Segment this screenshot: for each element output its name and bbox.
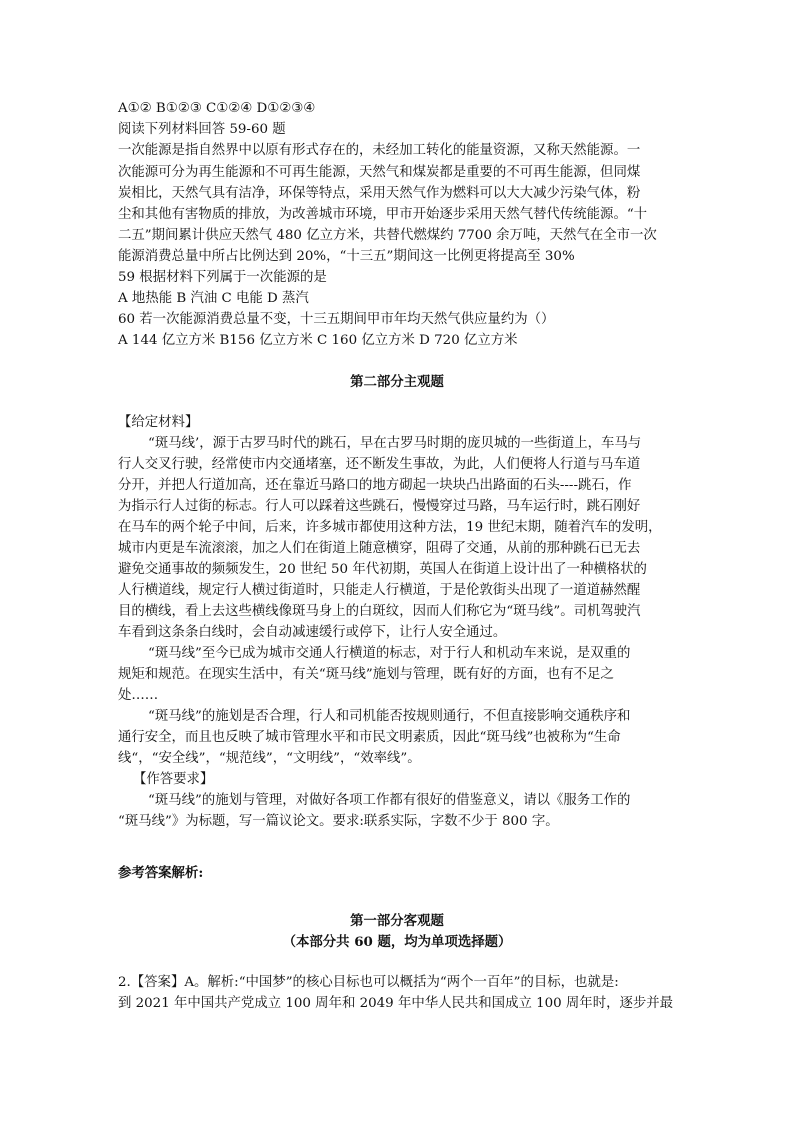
material-paragraph-line: 分开，并把人行道加高，还在靠近马路口的地方砌起一块块凸出路面的石头----跳石，作: [118, 478, 632, 493]
material-line: 一次能源是指自然界中以原有形式存在的，未经加工转化的能量资源，又称天然能源。一: [118, 143, 641, 158]
answers-part1-title: 第一部分客观题: [350, 913, 444, 929]
question-59-options: A 地热能 B 汽油 C 电能 D 蒸汽: [118, 291, 309, 306]
question-60-options: A 144 亿立方米 B156 亿立方米 C 160 亿立方米 D 720 亿立方米: [118, 333, 518, 348]
material-line: 尘和其他有害物质的排放，为改善城市环境，甲市开始逐步采用天然气替代传统能源。“十: [118, 207, 648, 222]
reading-instruction: 阅读下列材料回答 59-60 题: [118, 122, 286, 137]
question-60: 60 若一次能源消费总量不变，十三五期间甲市年均天然气供应量约为（）: [118, 312, 555, 327]
requirement-label: 【作答要求】: [133, 772, 214, 787]
material-line: 二五”期间累计供应天然气 480 亿立方米，共替代燃煤约 7700 余万吨，天然气在全市一次: [118, 228, 657, 243]
answers-part1-subtitle: （本部分共 60 题，均为单项选择题）: [282, 934, 512, 950]
answers-heading: 参考答案解析:: [118, 865, 204, 881]
answer-line: 到 2021 年中国共产党成立 100 周年和 2049 年中华人民共和国成立 100 周年时，逐步并最: [118, 996, 674, 1011]
material-paragraph-line: 规矩和规范。在现实生活中，有关“斑马线”施划与管理，既有好的方面，也有不足之: [118, 667, 614, 682]
material-paragraph-line: 通行安全，而且也反映了城市管理水平和市民文明素质，因此“斑马线”也被称为“生命: [118, 730, 621, 745]
material-paragraph-line: 在马车的两个轮子中间，后来，许多城市都使用这种方法，19 世纪末期，随着汽车的发明，: [118, 520, 662, 535]
material-paragraph-line: 避免交通事故的频频发生，20 世纪 50 年代初期，英国人在街道上设计出了一种横格状的: [118, 562, 647, 577]
material-paragraph-line: 行人交叉行驶，经常使市内交通堵塞，还不断发生事故，为此，人们便将人行道与马车道: [118, 457, 641, 472]
options-line: A①② B①②③ C①②④ D①②③④: [118, 101, 316, 116]
material-paragraph-line: 车看到这条条白线时，会自动减速缓行或停下，让行人安全通过。: [118, 625, 507, 640]
material-paragraph-line: “斑马线”至今已成为城市交通人行横道的标志，对于行人和机动车来说，是双重的: [148, 646, 631, 661]
material-paragraph-line: “斑马线”的施划是否合理，行人和司机能否按规则通行，不但直接影响交通秩序和: [148, 709, 631, 724]
part2-title: 第二部分主观题: [350, 374, 444, 390]
answer-line: 2.【答案】A。解析:“中国梦”的核心目标也可以概括为“两个一百年”的目标，也就是:: [118, 975, 619, 990]
material-paragraph-line: 人行横道线，规定行人横过街道时，只能走人行横道，于是伦敦街头出现了一道道赫然醒: [118, 583, 641, 598]
material-line: 炭相比，天然气具有洁净，环保等特点，采用天然气作为燃料可以大大减少污染气体，粉: [118, 186, 641, 201]
requirement-line: “斑马线”的施划与管理，对做好各项工作都有很好的借鉴意义，请以《服务工作的: [148, 793, 631, 808]
material-paragraph-line: 目的横线，看上去这些横线像斑马身上的白斑纹，因而人们称它为“斑马线”。司机驾驶汽: [118, 604, 641, 619]
material-label: 【给定材料】: [118, 415, 199, 430]
material-paragraph-line: 城市内更是车流滚滚，加之人们在街道上随意横穿，阻碍了交通，从前的那种跳石已无去: [118, 541, 641, 556]
material-paragraph-line: “斑马线’，源于古罗马时代的跳石，早在古罗马时期的庞贝城的一些街道上，车马与: [148, 436, 642, 451]
material-line: 次能源可分为再生能源和不可再生能源，天然气和煤炭都是重要的不可再生能源，但同煤: [118, 165, 641, 180]
material-line: 能源消费总量中所占比例达到 20%，“十三五”期间这一比例更将提高至 30%: [118, 249, 575, 264]
question-59: 59 根据材料下列属于一次能源的是: [118, 270, 327, 285]
material-paragraph-line: 为指示行人过街的标志。行人可以踩着这些跳石，慢慢穿过马路，马车运行时，跳石刚好: [118, 499, 641, 514]
material-paragraph-line: 线“，“安全线”，“规范线”，“文明线”，“效率线”。: [118, 751, 421, 766]
material-paragraph-line: 处……: [118, 688, 159, 703]
requirement-line: “斑马线”》为标题，写一篇议论文。要求:联系实际，字数不少于 800 字。: [118, 814, 559, 829]
